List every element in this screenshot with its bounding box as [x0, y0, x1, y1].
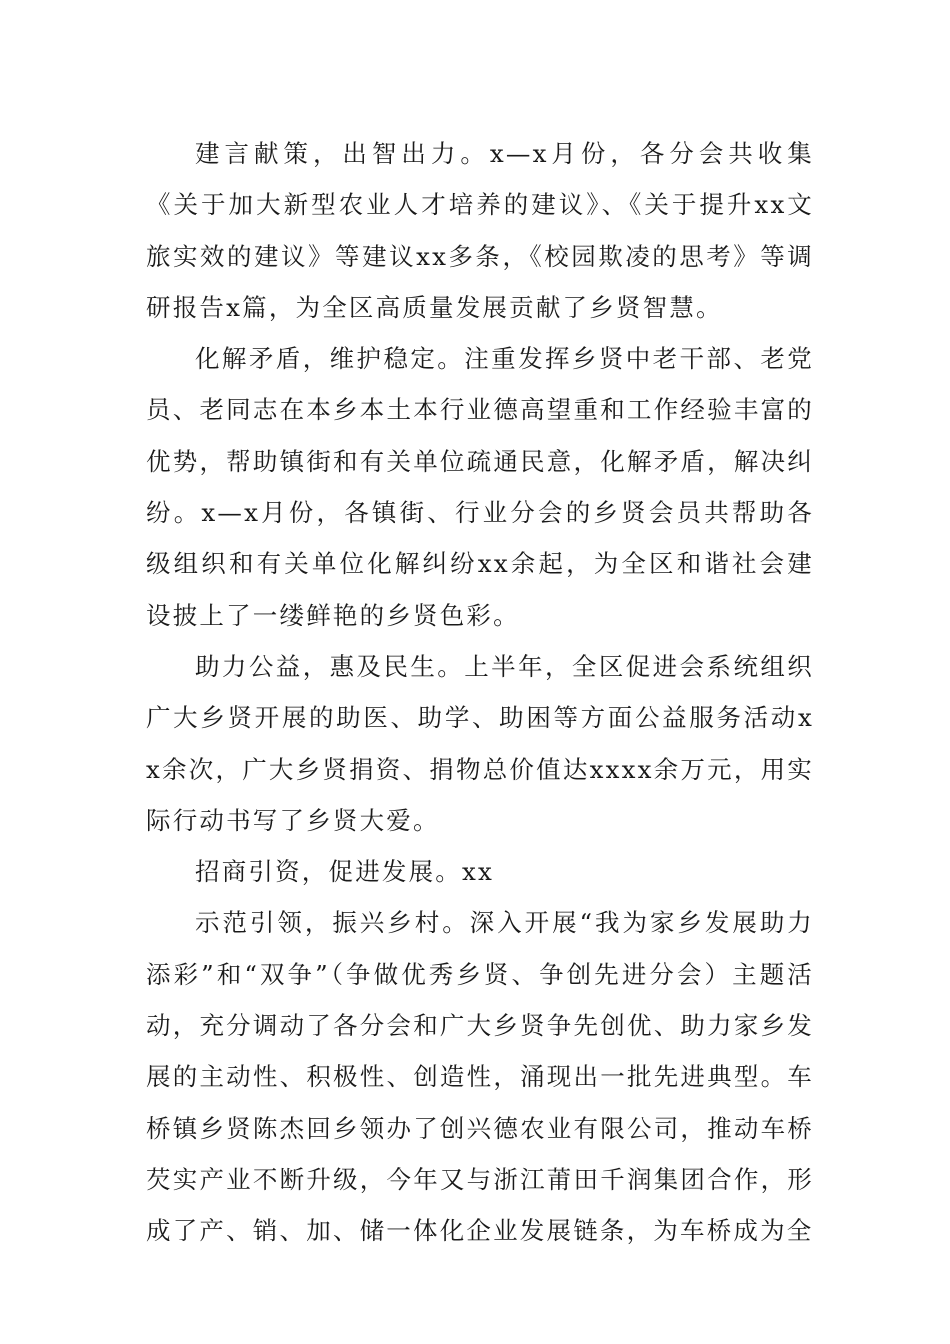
paragraph-public-welfare: 助力公益，惠及民生。上半年，全区促进会系统组织广大乡贤开展的助医、助学、助困等方面公益服务活动xx余次，广大乡贤捐资、捐物总价值达xxxx余万元，用实际行动书写了乡贤大爱。 — [146, 651, 814, 835]
paragraph-mediation: 化解矛盾，维护稳定。注重发挥乡贤中老干部、老党员、老同志在本乡本土本行业德高望重和工作经验丰富的优势，帮助镇街和有关单位疏通民意，化解矛盾，解决纠纷。x—x月份，各镇街、行业分会的乡贤会员共帮助各级组织和有关单位化解纠纷xx余起，为全区和谐社会建设披上了一缕鲜艳的乡贤色彩。 — [146, 344, 814, 630]
paragraph-rural-revitalization: 示范引领，振兴乡村。深入开展“我为家乡发展助力添彩”和“双争”（争做优秀乡贤、争创先进分会）主题活动，充分调动了各分会和广大乡贤争先创优、助力家乡发展的主动性、积极性、创造性，涌现出一批先进典型。车桥镇乡贤陈杰回乡领办了创兴德农业有限公司，推动车桥芡实产业不断升级，今年又与浙江莆田千润集团合作，形成了产、销、加、储一体化企业发展链条，为车桥成为全 — [146, 908, 814, 1246]
paragraph-suggestions: 建言献策，出智出力。x—x月份，各分会共收集《关于加大新型农业人才培养的建议》、《关于提升xx文旅实效的建议》等建议xx多条，《校园欺凌的思考》等调研报告x篇，为全区高质量发展贡献了乡贤智慧。 — [146, 139, 814, 322]
paragraph-investment: 招商引资，促进发展。xx — [195, 857, 495, 887]
document-body — [146, 128, 814, 1257]
